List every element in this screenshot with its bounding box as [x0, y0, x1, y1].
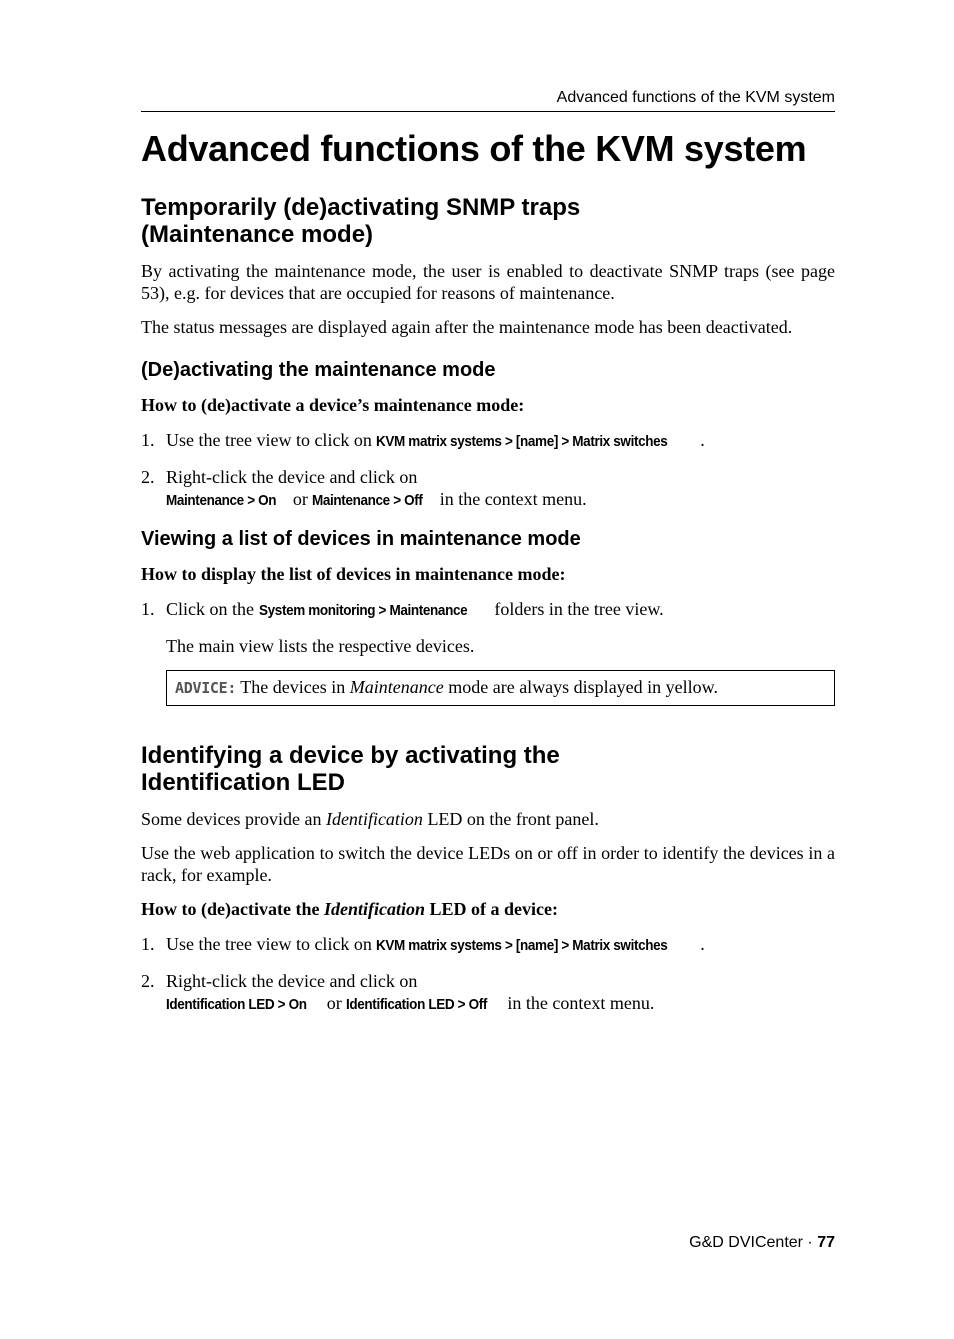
- paragraph: The status messages are displayed again after the maintenance mode has been deactivated.: [141, 317, 793, 337]
- list-item: 2. Right-click the device and click on Maintenance > On or Maintenance > Off in the context menu.: [141, 466, 835, 512]
- steps-list: [141, 598, 835, 622]
- running-header: [141, 89, 835, 112]
- footer-product: G&D DVICenter ·: [689, 1234, 818, 1251]
- list-item: 1. Use the tree view to click on KVM matrix systems > [name] > Matrix switches .: [141, 429, 835, 453]
- page-number: 77: [817, 1234, 835, 1251]
- ui-path: Identification LED > On: [166, 996, 307, 1013]
- ui-path: Identification LED > Off: [346, 996, 488, 1013]
- list-item: 2. Right-click the device and click on Identification LED > On or Identification LED > Off in the context menu.: [141, 970, 835, 1016]
- list-item: 1. Click on the System monitoring > Maintenance folders in the tree view.: [141, 598, 835, 622]
- page-title: Advanced functions of the KVM system: [141, 128, 807, 169]
- steps-list: [141, 429, 835, 512]
- ui-path: Maintenance > Off: [312, 492, 423, 509]
- howto-heading: How to (de)activate a device’s maintenance mode:: [141, 395, 525, 415]
- howto-heading: How to (de)activate the Identification LED of a device:: [141, 899, 558, 919]
- howto-heading: How to display the list of devices in maintenance mode:: [141, 564, 566, 584]
- running-header-title: Advanced functions of the KVM system: [556, 89, 835, 106]
- page-footer: [141, 1234, 835, 1252]
- subsection-heading-list: Viewing a list of devices in maintenance mode: [141, 528, 581, 550]
- paragraph: Some devices provide an Identification LED on the front panel.: [141, 809, 599, 829]
- section-heading-snmp: Temporarily (de)activating SNMP traps (Maintenance mode): [141, 194, 581, 248]
- ui-path: Maintenance > On: [166, 492, 277, 509]
- section-heading-identification: Identifying a device by activating the Identification LED: [141, 742, 560, 796]
- paragraph: Use the web application to switch the device LEDs on or off in order to identify the devices in a rack, for example.: [141, 843, 835, 885]
- ui-path: System monitoring > Maintenance: [258, 602, 467, 619]
- ui-path: KVM matrix systems > [name] > Matrix switches: [376, 937, 668, 954]
- page-content: [141, 128, 835, 1029]
- list-item: 1. Use the tree view to click on KVM matrix systems > [name] > Matrix switches .: [141, 933, 835, 957]
- step-note: The main view lists the respective devices.: [166, 636, 475, 656]
- ui-path: KVM matrix systems > [name] > Matrix switches: [376, 433, 668, 450]
- paragraph: By activating the maintenance mode, the user is enabled to deactivate SNMP traps (see page 53), e.g. for devices that are occupied for reasons of maintenance.: [141, 261, 835, 303]
- advice-label: ADVICE:: [175, 679, 237, 697]
- steps-list: [141, 933, 835, 1016]
- advice-box: ADVICE: The devices in Maintenance mode are always displayed in yellow.: [166, 670, 835, 706]
- subsection-heading-maintenance: (De)activating the maintenance mode: [141, 359, 496, 381]
